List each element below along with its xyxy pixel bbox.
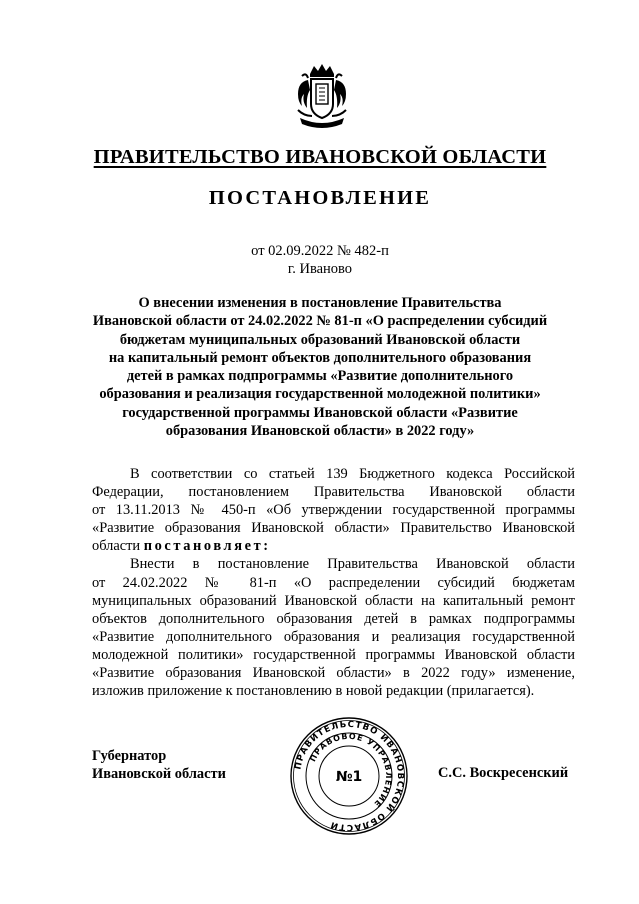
body-line: Федерации, постановлением Правительства Ивановской области bbox=[92, 484, 575, 501]
seal-inner-text: ПРАВОВОЕ УПРАВЛЕНИЕ bbox=[308, 731, 394, 810]
seal-number: №1 bbox=[335, 769, 363, 785]
subject-line: О внесении изменения в постановление Правительства bbox=[138, 295, 502, 311]
document-city: г. Иваново bbox=[287, 261, 353, 277]
body-line: Внести в постановление Правительства Ивановской области bbox=[130, 556, 575, 573]
body-line: объектов дополнительного образования детей в рамках подпрограммы bbox=[92, 610, 575, 627]
body-line bbox=[92, 537, 575, 555]
document-type: ПОСТАНОВЛЕНИЕ bbox=[208, 187, 432, 209]
body-line: от 13.11.2013 № 450-п «Об утверждении государственной программы bbox=[92, 502, 575, 519]
subject-line: детей в рамках подпрограммы «Развитие дополнительного bbox=[126, 368, 514, 385]
body-line: В соответствии со статьей 139 Бюджетного кодекса Российской bbox=[130, 466, 575, 482]
subject-line: образования и реализация государственной молодежной политики» bbox=[99, 386, 541, 403]
signatory-name: С.С. Воскресенский bbox=[438, 765, 569, 781]
body-line: «Развитие дополнительного образования и реализация государственной bbox=[92, 628, 575, 645]
body-line: молодежной политики» государственной программы Ивановской области bbox=[92, 646, 575, 663]
subject-line: Ивановской области от 24.02.2022 № 81-п «О распределении субсидий bbox=[92, 313, 548, 330]
document-subject bbox=[84, 294, 556, 440]
signatory-position bbox=[92, 747, 226, 783]
subject-line: на капитальный ремонт объектов дополнительного образования bbox=[108, 349, 532, 366]
subject-line: бюджетам муниципальных образований Ивановской области bbox=[119, 331, 521, 348]
organization-title: ПРАВИТЕЛЬСТВО ИВАНОВСКОЙ ОБЛАСТИ bbox=[93, 146, 547, 168]
body-line: изложив приложение к постановлению в новой редакции (прилагается). bbox=[92, 683, 535, 700]
body-line: муниципальных образований Ивановской области на капитальный ремонт bbox=[92, 592, 575, 609]
subject-line: образования Ивановской области» в 2022 году» bbox=[165, 423, 475, 440]
signatory-region: Ивановской области bbox=[92, 766, 226, 783]
body-line: «Развитие образования Ивановской области» в 2022 году» изменение, bbox=[92, 665, 575, 682]
body-text: области bbox=[92, 538, 144, 555]
decree-word: постановляет: bbox=[143, 538, 271, 555]
body-line: от 24.02.2022 № 81-п «О распределении субсидий бюджетам bbox=[92, 574, 575, 591]
official-seal-stamp bbox=[287, 714, 411, 838]
signatory-title: Губернатор bbox=[92, 748, 167, 764]
document-body bbox=[92, 465, 575, 700]
document-date-number: от 02.09.2022 № 482-п bbox=[251, 243, 389, 259]
coat-of-arms-icon bbox=[292, 62, 352, 134]
seal-outer-text: ПРАВИТЕЛЬСТВО ИВАНОВСКОЙ ОБЛАСТИ bbox=[293, 719, 406, 833]
body-line: «Развитие образования Ивановской области» Правительство Ивановской bbox=[92, 520, 575, 537]
subject-line: государственной программы Ивановской области «Развитие bbox=[122, 404, 518, 421]
